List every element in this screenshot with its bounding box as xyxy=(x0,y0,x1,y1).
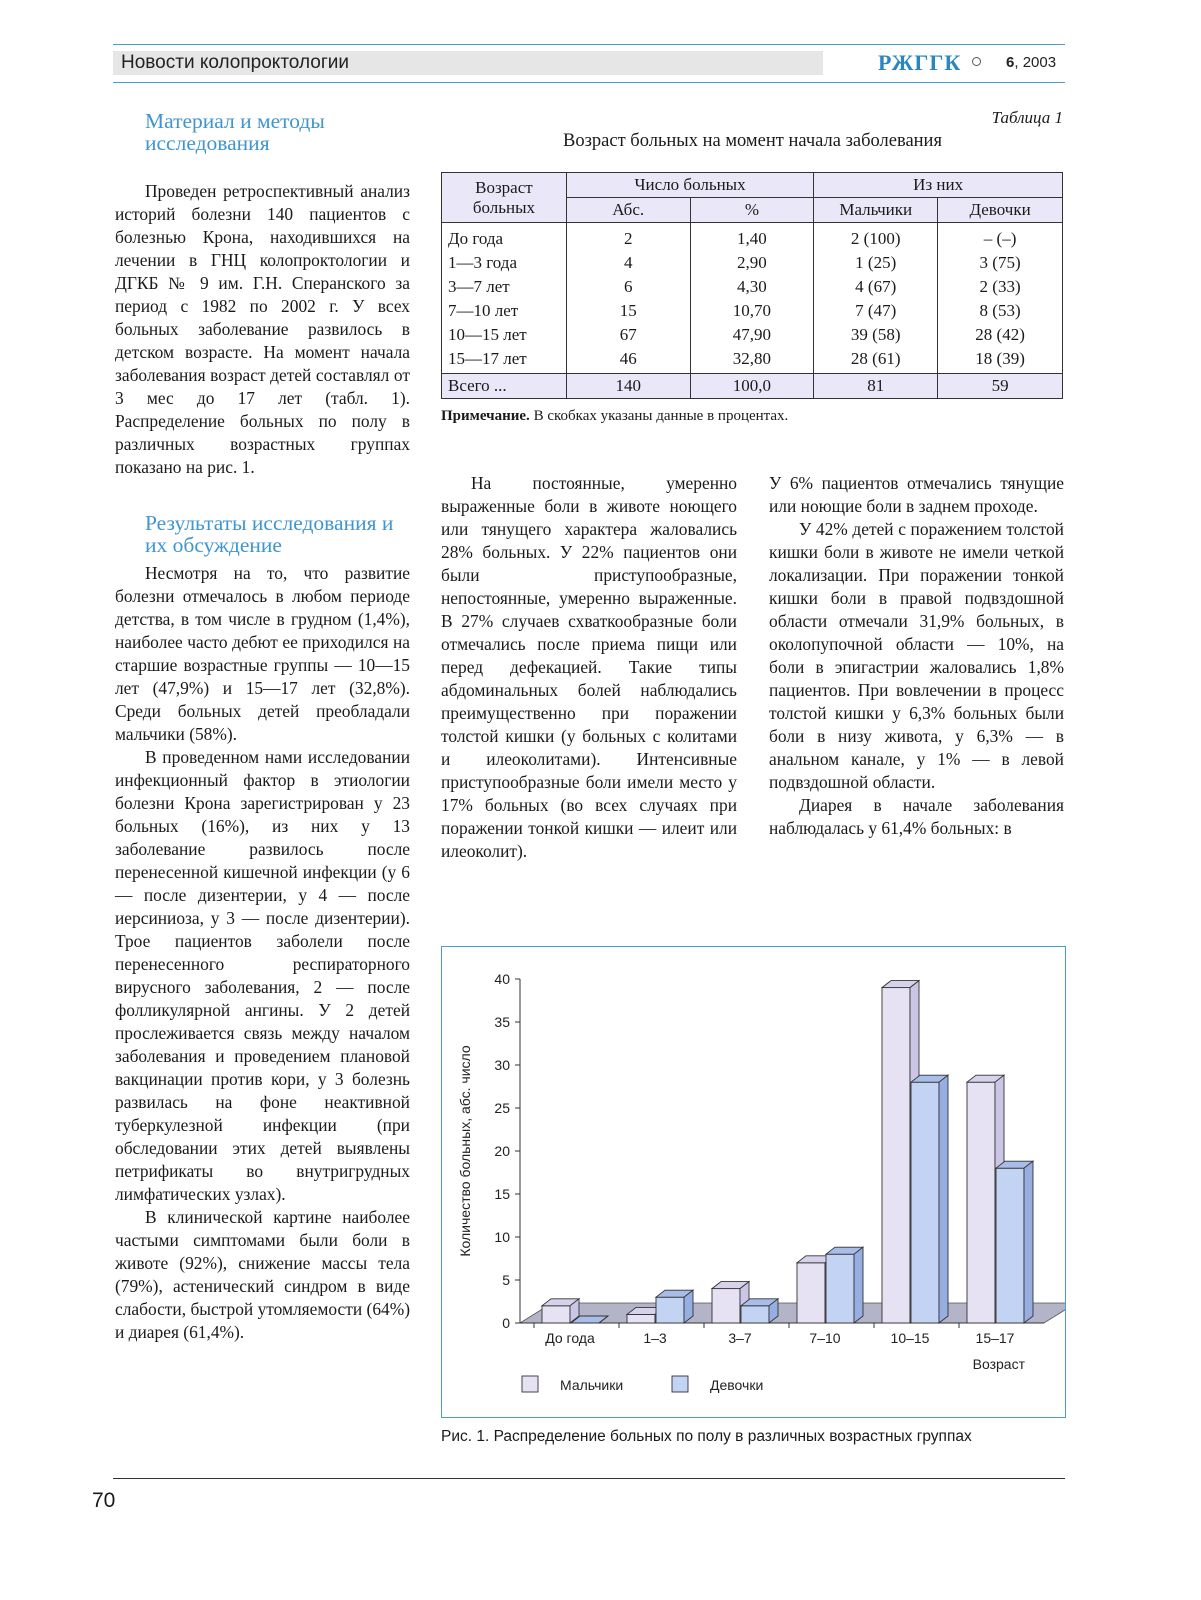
paragraph: Несмотря на то, что развитие болезни отмечалось в любом периоде детства, в том числе в грудном (1,4%), наиболее часто дебют ее приходился на старшие возрастные группы — 10—15 лет (47,9%) и 15—17 лет (32,8%). Среди больных детей преобладали мальчики (58%). xyxy=(115,563,410,744)
table-note xyxy=(441,408,788,425)
bar-front xyxy=(967,1082,995,1323)
bar-front xyxy=(797,1263,825,1323)
table-label: Таблица 1 xyxy=(991,108,1063,127)
section-heading-results: Результаты исследования и их обсуждение xyxy=(145,511,394,557)
middle-column xyxy=(441,472,737,863)
y-axis-label: Количество больных, абс. число xyxy=(457,1045,473,1257)
bar-front xyxy=(882,988,910,1323)
y-tick-label: 25 xyxy=(494,1100,510,1116)
cell-abs: 6 xyxy=(566,275,690,299)
cell-girls: 8 (53) xyxy=(938,299,1063,323)
table-note-label: Примечание. xyxy=(441,408,530,424)
y-tick-label: 35 xyxy=(494,1014,510,1030)
paragraph: В проведенном нами исследовании инфекционный фактор в этиологии болезни Крона зарегистрирован у 23 больных (16%), из них у 13 заболевание развилось после перенесенной кишечной инфекции (у 6 — после дизентерии, у 4 — после иерсиниоза, у 3 — после дизентерии). Трое пациентов заболели после перенесенного респираторного вирусного заболевания, 2 — после фолликулярной ангины. У 2 детей прослеживается связь между началом заболевания и проведением плановой вакцинации против кори, у 3 болезнь развилась на фоне неактивной туберкулезной инфекции (при обследовании этих детей выявлены петрификаты во внутригрудных лимфатических узлах). xyxy=(115,747,410,1204)
cell-girls: 3 (75) xyxy=(938,251,1063,275)
cell-boys: 28 (61) xyxy=(814,347,938,374)
table-header-count: Число больных xyxy=(566,173,813,198)
paragraph: В клинической картине наиболее частыми симптомами были боли в животе (92%), снижение массы тела (79%), астенический синдром в виде слабости, быстрой утомляемости (64%) и диарея (61,4%). xyxy=(115,1207,410,1342)
issue-info: 6, 2003 xyxy=(1006,54,1057,71)
cell-age: 3—7 лет xyxy=(442,275,567,299)
cell-abs: 15 xyxy=(566,299,690,323)
y-tick-label: 30 xyxy=(494,1057,510,1073)
cell-abs: 2 xyxy=(566,223,690,252)
bar-chart xyxy=(442,947,1065,1417)
table-header-age: Возраст больных xyxy=(442,173,567,223)
cell-abs: 67 xyxy=(566,323,690,347)
journal-logo: РЖГГК xyxy=(878,50,962,75)
cell-pct: 32,80 xyxy=(690,347,814,374)
cell-boys: 2 (100) xyxy=(814,223,938,252)
figure-caption: Рис. 1. Распределение больных по полу в различных возрастных группах xyxy=(441,1428,972,1445)
age-table xyxy=(441,172,1063,399)
cell-abs: 4 xyxy=(566,251,690,275)
table-row xyxy=(442,251,1063,275)
legend-swatch xyxy=(672,1376,688,1392)
bar-front xyxy=(826,1254,854,1323)
issue-year: 2003 xyxy=(1022,54,1057,71)
bar-side xyxy=(854,1247,863,1323)
y-tick-label: 0 xyxy=(502,1315,510,1331)
bar-side xyxy=(1024,1161,1033,1323)
page-number: 70 xyxy=(92,1489,116,1512)
header-bottom-rule xyxy=(113,82,1065,83)
paragraph: У 42% детей с поражением толстой кишки боли в животе не имели четкой локализации. При поражении тонкой кишки боли в правой подвздошной области отмечали 31,9% больных, в околопупочной области — 10%, на боли в эпигастрии жаловались 1,8% пациентов. При вовлечении в процесс толстой кишки у 6,3% больных были боли в низу живота, у 6,3% — в анальном канале, у 1% — в левой подвздошной области. xyxy=(769,519,1064,792)
cell-girls: 28 (42) xyxy=(938,323,1063,347)
bar-front xyxy=(627,1314,655,1323)
bullet-icon xyxy=(972,57,981,66)
cell-pct: 10,70 xyxy=(690,299,814,323)
bar-side xyxy=(939,1075,948,1323)
table-header-abs: Абс. xyxy=(566,198,690,223)
legend-label: Мальчики xyxy=(560,1377,624,1393)
cell-age: 15—17 лет xyxy=(442,347,567,374)
y-tick-label: 5 xyxy=(502,1272,510,1288)
bar-front xyxy=(996,1168,1024,1323)
header-top-rule xyxy=(113,44,1065,45)
table-header-girls: Девочки xyxy=(938,198,1063,223)
cell-pct: 2,90 xyxy=(690,251,814,275)
cell-boys: 81 xyxy=(814,374,938,399)
left-column xyxy=(115,110,410,1344)
section-heading-methods: Материал и методы исследования xyxy=(145,109,325,155)
bar-front xyxy=(542,1306,570,1323)
cell-pct: 1,40 xyxy=(690,223,814,252)
x-tick-label: 10–15 xyxy=(890,1330,930,1346)
cell-boys: 1 (25) xyxy=(814,251,938,275)
table-header-pct: % xyxy=(690,198,814,223)
table-note-text: В скобках указаны данные в процентах. xyxy=(533,408,789,424)
cell-age: 7—10 лет xyxy=(442,299,567,323)
y-tick-label: 10 xyxy=(494,1229,510,1245)
cell-girls: 59 xyxy=(938,374,1063,399)
paragraph: На постоянные, умеренно выраженные боли в животе ноющего или тянущего характера жаловались 28% больных. У 22% пациентов они были приступообразные, непостоянные, умеренно выраженные. В 27% случаев схваткообразные боли отмечались после приема пищи или перед дефекацией. Такие типы абдоминальных болей наблюдались преимущественно при поражении толстой кишки (у больных с колитами и илеоколитами). Интенсивные приступообразные боли имели место у 17% больных (во всех случаях при поражении тонкой кишки — илеит или илеоколит). xyxy=(441,473,737,861)
cell-age: До года xyxy=(442,223,567,252)
cell-pct: 47,90 xyxy=(690,323,814,347)
x-tick-label: 3–7 xyxy=(728,1330,752,1346)
cell-age: 1—3 года xyxy=(442,251,567,275)
cell-pct: 100,0 xyxy=(690,374,814,399)
y-tick-label: 20 xyxy=(494,1143,510,1159)
table-row xyxy=(442,275,1063,299)
bar-front xyxy=(911,1082,939,1323)
footer-rule xyxy=(113,1478,1065,1479)
x-tick-label: 1–3 xyxy=(643,1330,667,1346)
cell-abs: 140 xyxy=(566,374,690,399)
cell-boys: 39 (58) xyxy=(814,323,938,347)
table-total-row xyxy=(442,374,1063,399)
cell-boys: 7 (47) xyxy=(814,299,938,323)
paragraph: У 6% пациентов отмечались тянущие или ноющие боли в заднем проходе. xyxy=(769,473,1064,516)
x-axis-label: Возраст xyxy=(972,1356,1025,1372)
cell-age: Всего ... xyxy=(442,374,567,399)
cell-boys: 4 (67) xyxy=(814,275,938,299)
legend-swatch xyxy=(522,1376,538,1392)
table-header-boys: Мальчики xyxy=(814,198,938,223)
y-tick-label: 15 xyxy=(494,1186,510,1202)
table-row xyxy=(442,299,1063,323)
table-header-subgroup: Из них xyxy=(814,173,1063,198)
bar-front xyxy=(712,1289,740,1323)
cell-girls: – (–) xyxy=(938,223,1063,252)
cell-pct: 4,30 xyxy=(690,275,814,299)
y-tick-label: 40 xyxy=(494,971,510,987)
paragraph: Проведен ретроспективный анализ историй болезни 140 пациентов с болезнью Крона, находившихся на лечении в ГНЦ колопроктологии и ДГКБ № 9 им. Г.Н. Сперанского за период с 1982 по 2002 г. У всех больных заболевание развилось в детском возрасте. На момент начала заболевания возраст детей составлял от 3 мес до 17 лет (табл. 1). Распределение больных по полу в различных возрастных группах показано на рис. 1. xyxy=(115,181,410,477)
x-tick-label: 15–17 xyxy=(975,1330,1015,1346)
x-tick-label: До года xyxy=(545,1330,595,1346)
bar-front xyxy=(656,1297,684,1323)
bar-front xyxy=(741,1306,769,1323)
table-row xyxy=(442,223,1063,252)
figure-frame xyxy=(441,946,1066,1418)
cell-age: 10—15 лет xyxy=(442,323,567,347)
table-caption: Возраст больных на момент начала заболевания xyxy=(563,131,942,151)
cell-abs: 46 xyxy=(566,347,690,374)
paragraph: Диарея в начале заболевания наблюдалась у 61,4% больных: в xyxy=(769,795,1064,838)
legend-label: Девочки xyxy=(710,1377,764,1393)
header-section-title: Новости колопроктологии xyxy=(121,52,349,73)
table-row xyxy=(442,347,1063,374)
issue-number: 6 xyxy=(1006,54,1015,71)
right-column xyxy=(769,472,1064,840)
table-row xyxy=(442,323,1063,347)
cell-girls: 18 (39) xyxy=(938,347,1063,374)
cell-girls: 2 (33) xyxy=(938,275,1063,299)
x-tick-label: 7–10 xyxy=(809,1330,841,1346)
